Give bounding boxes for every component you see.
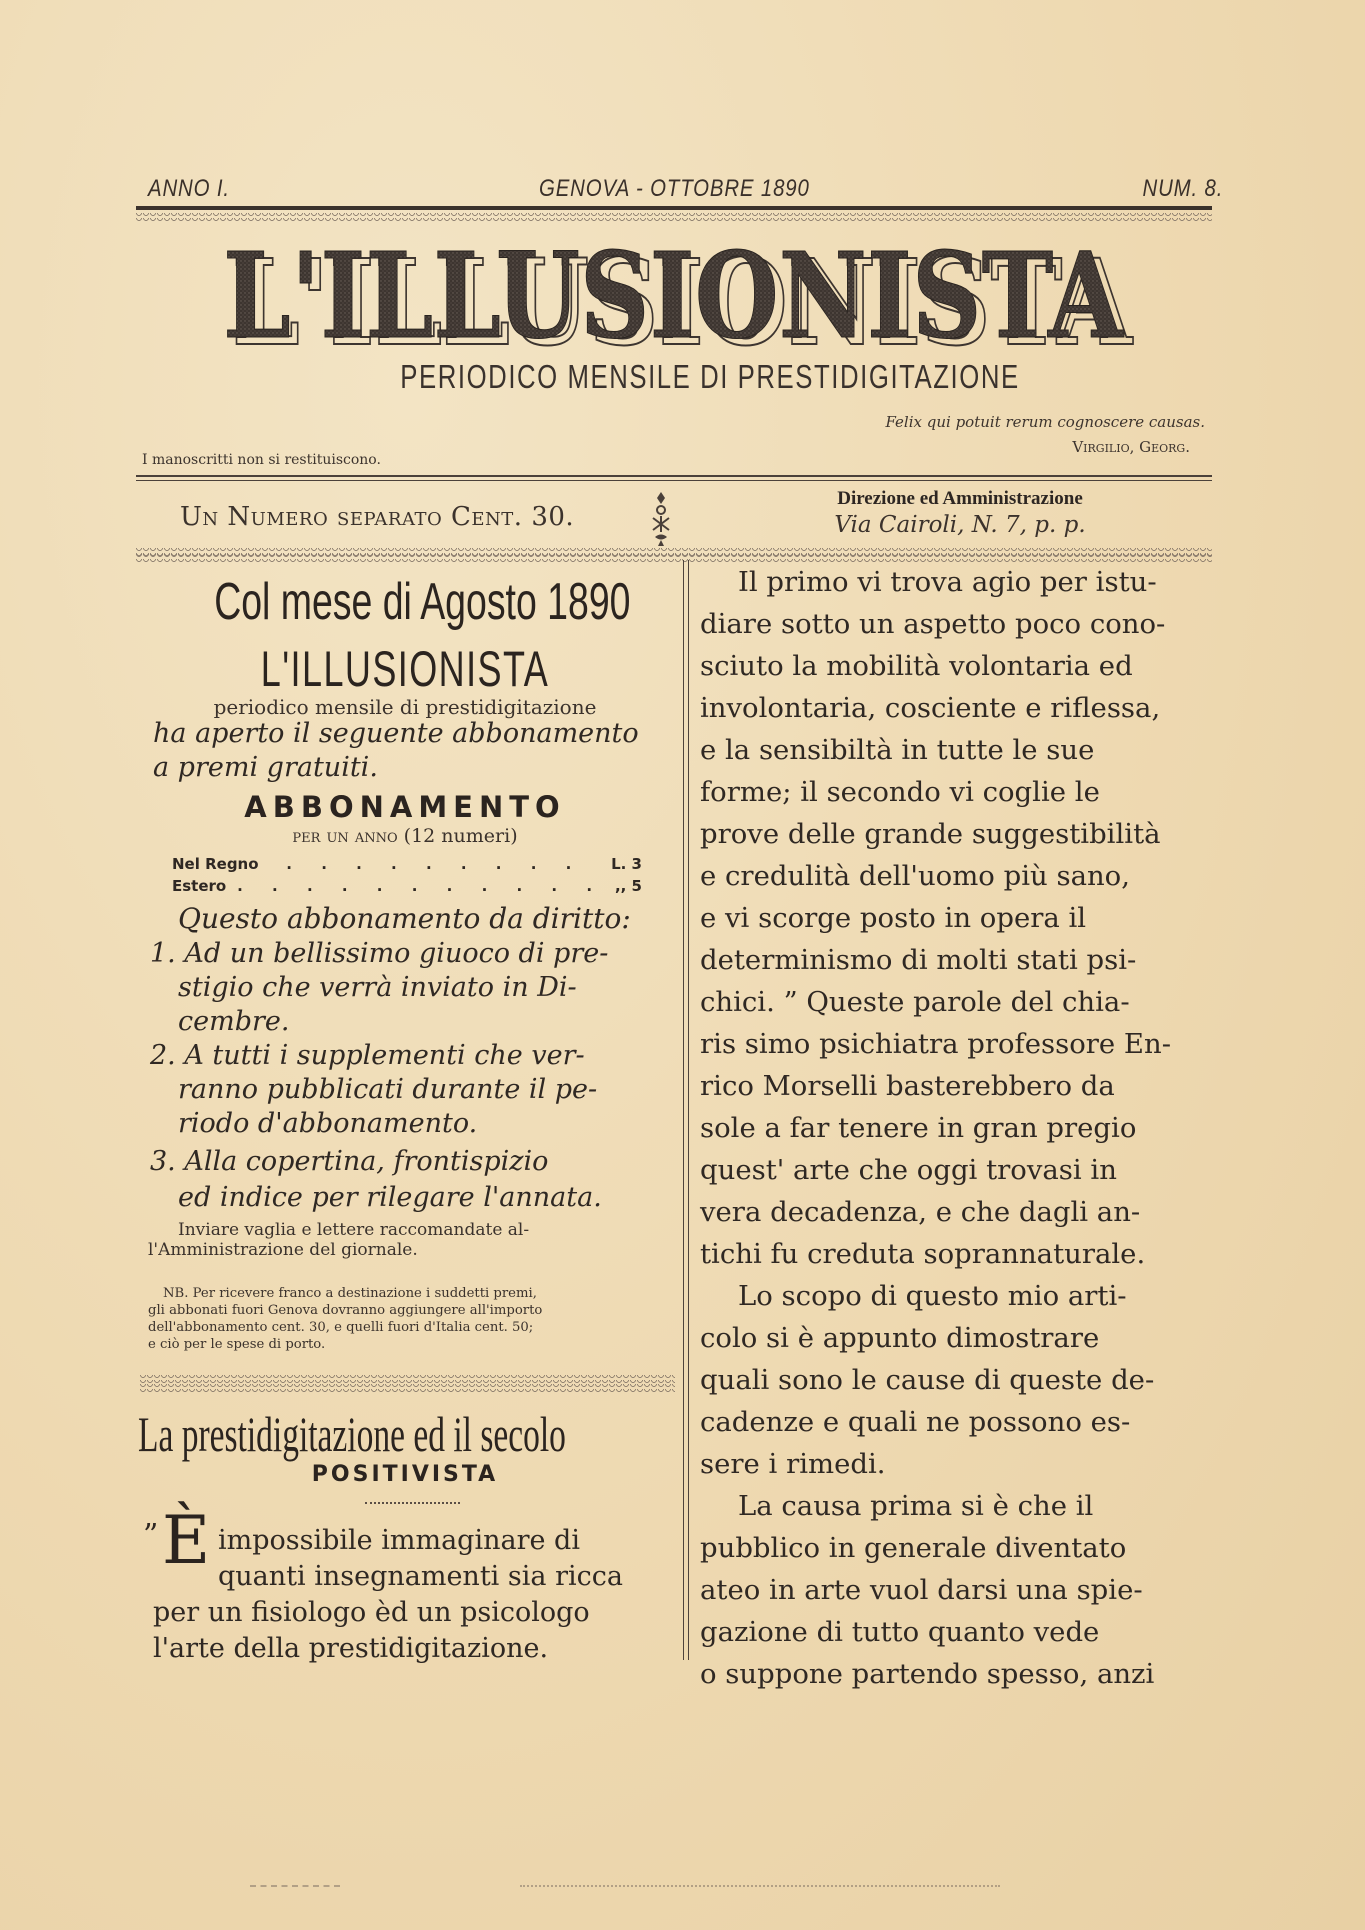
subscription-term — [140, 825, 670, 847]
price-leader: . . . . . . . . . — [286, 855, 584, 873]
notice-journal-sub: periodico mensile di prestidigitazione — [213, 695, 597, 719]
article-line: impossibile immaginare di — [218, 1525, 580, 1556]
price-label: Nel Regno — [172, 855, 259, 873]
article-line: per un fisiologo èd un psicologo — [153, 1597, 590, 1628]
body-line: vera decadenza, e che dagli an- — [700, 1196, 1141, 1228]
body-line: La causa prima si è che il — [738, 1490, 1094, 1522]
direction-label: Direzione ed Amministrazione — [837, 488, 1083, 509]
subscription-term-issues: (12 numeri) — [403, 825, 518, 847]
article-subtitle: POSITIVISTA — [311, 1462, 499, 1487]
price-row — [172, 855, 642, 873]
article-wavy-rule-2 — [140, 1384, 675, 1392]
body-line: determinismo di molti stati psi- — [700, 944, 1137, 976]
subscription-term-caps: per un anno — [292, 825, 398, 847]
body-line: pubblico in generale diventato — [700, 1532, 1127, 1564]
nb-line: e ciò per le spese di porto. — [148, 1337, 326, 1352]
issue-place-date: GENOVA - OTTOBRE 1890 — [539, 175, 810, 202]
price-leader: . . . . . . . . . . . — [237, 877, 605, 895]
body-line: involontaria, cosciente e riflessa, — [700, 692, 1161, 724]
body-line: quest' arte che oggi trovasi in — [700, 1154, 1117, 1186]
body-line: sciuto la mobilità volontaria ed — [700, 650, 1133, 682]
rights-item-line: 2. A tutti i supplementi che ver- — [150, 1040, 585, 1071]
body-line: prove delle grande suggestibilità — [700, 818, 1161, 850]
bleed-through-mark — [250, 1885, 340, 1889]
price-value: ,, 5 — [614, 877, 642, 895]
rights-item-line: 1. Ad un bellissimo giuoco di pre- — [150, 938, 609, 969]
issue-year: ANNO I. — [148, 175, 230, 202]
newspaper-subtitle: PERIODICO MENSILE DI PRESTIDIGITAZIONE — [400, 358, 1020, 395]
bleed-through-mark — [520, 1885, 1000, 1889]
body-line: e la sensibiltà in tutte le sue — [700, 734, 1095, 766]
motto: Felix qui potuit rerum cognoscere causas. — [885, 413, 1205, 431]
article-title: La prestidigitazione ed il secolo — [138, 1406, 566, 1462]
rights-heading: Questo abbonamento da diritto: — [178, 902, 631, 935]
masthead-rule — [136, 206, 1212, 210]
section-wavy-rule-2 — [136, 554, 1212, 562]
issue-number: NUM. 8. — [1142, 175, 1224, 202]
notice-journal-name: L'ILLUSIONISTA — [260, 641, 550, 697]
body-line: sole a far tenere in gran pregio — [700, 1112, 1137, 1144]
manuscripts-note: I manoscritti non si restituiscono. — [142, 452, 381, 468]
body-line: quali sono le cause di queste de- — [700, 1364, 1155, 1396]
body-line: diare sotto un aspetto poco cono- — [700, 608, 1166, 640]
rule-upper — [136, 475, 1212, 477]
newspaper-title — [208, 240, 1138, 350]
masthead-wavy-rule — [136, 213, 1212, 221]
single-issue-price: Un Numero separato Cent. 30. — [180, 502, 575, 532]
body-line: Lo scopo di questo mio arti- — [738, 1280, 1127, 1312]
price-value: L. 3 — [611, 855, 642, 873]
article-line: quanti insegnamenti sia ricca — [218, 1561, 623, 1592]
send-instructions-line: Inviare vaglia e lettere raccomandate al- — [178, 1220, 530, 1240]
direction-address: Via Cairoli, N. 7, p. p. — [834, 512, 1086, 538]
body-line: sere i rimedi. — [700, 1448, 886, 1480]
body-line: cadenze e quali ne possono es- — [700, 1406, 1131, 1438]
subscription-heading: ABBONAMENTO — [244, 790, 566, 824]
notice-heading: Col mese di Agosto 1890 — [214, 573, 631, 631]
body-line: tichi fu creduta soprannaturale. — [700, 1238, 1146, 1270]
article-line: l'arte della prestidigitazione. — [153, 1633, 549, 1664]
price-label: Estero — [172, 877, 227, 895]
body-line: o suppone partendo spesso, anzi — [700, 1658, 1155, 1690]
notice-opened-line: a premi gratuiti. — [153, 752, 378, 783]
rights-item-line: ranno pubblicati durante il pe- — [178, 1074, 598, 1105]
body-line: gazione di tutto quanto vede — [700, 1616, 1100, 1648]
nb-line: gli abbonati fuori Genova dovranno aggiungere all'importo — [148, 1303, 543, 1318]
body-line: ris simo psichiatra professore En- — [700, 1028, 1172, 1060]
nb-line: dell'abbonamento cent. 30, e quelli fuori d'Italia cent. 50; — [148, 1320, 534, 1335]
title-text: L'ILLUSIONISTA — [223, 240, 1125, 350]
nb-line: NB. Per ricevere franco a destinazione i suddetti premi, — [163, 1286, 537, 1301]
body-line: ateo in arte vuol darsi una spie- — [700, 1574, 1143, 1606]
notice-opened-line: ha aperto il seguente abbonamento — [153, 718, 639, 749]
send-instructions-line: l'Amministrazione del giornale. — [148, 1240, 418, 1260]
motto-author: Virgilio, Georg. — [1072, 438, 1190, 456]
issue-bar — [148, 175, 1224, 205]
ornament-icon — [650, 490, 672, 548]
rights-item-line: cembre. — [178, 1006, 290, 1037]
body-line: forme; il secondo vi coglie le — [700, 776, 1100, 808]
rights-item-line: riodo d'abbonamento. — [178, 1108, 478, 1139]
body-line: e vi scorge posto in opera il — [700, 902, 1087, 934]
newspaper-title-logo — [208, 240, 1138, 350]
body-line: colo si è appunto dimostrare — [700, 1322, 1100, 1354]
body-line: rico Morselli basterebbero da — [700, 1070, 1115, 1102]
title-shadow: L'ILLUSIONISTA — [232, 240, 1134, 350]
body-line: chici. ” Queste parole del chia- — [700, 986, 1130, 1018]
price-row — [172, 877, 642, 895]
rights-item-line: 3. Alla copertina, frontispizio — [150, 1146, 549, 1177]
body-line: Il primo vi trova agio per istu- — [738, 566, 1157, 598]
article-wavy-rule-1 — [140, 1375, 675, 1383]
drop-cap: È — [162, 1502, 211, 1579]
opening-quote-mark: ” — [143, 1518, 159, 1553]
body-line: e credulità dell'uomo più sano, — [700, 860, 1130, 892]
column-divider — [683, 560, 689, 1660]
article-dotted-rule — [365, 1502, 460, 1504]
rule-upper-thin — [136, 480, 1212, 481]
rights-item-line: stigio che verrà inviato in Di- — [178, 972, 577, 1003]
rights-item-line: ed indice per rilegare l'annata. — [178, 1182, 602, 1213]
